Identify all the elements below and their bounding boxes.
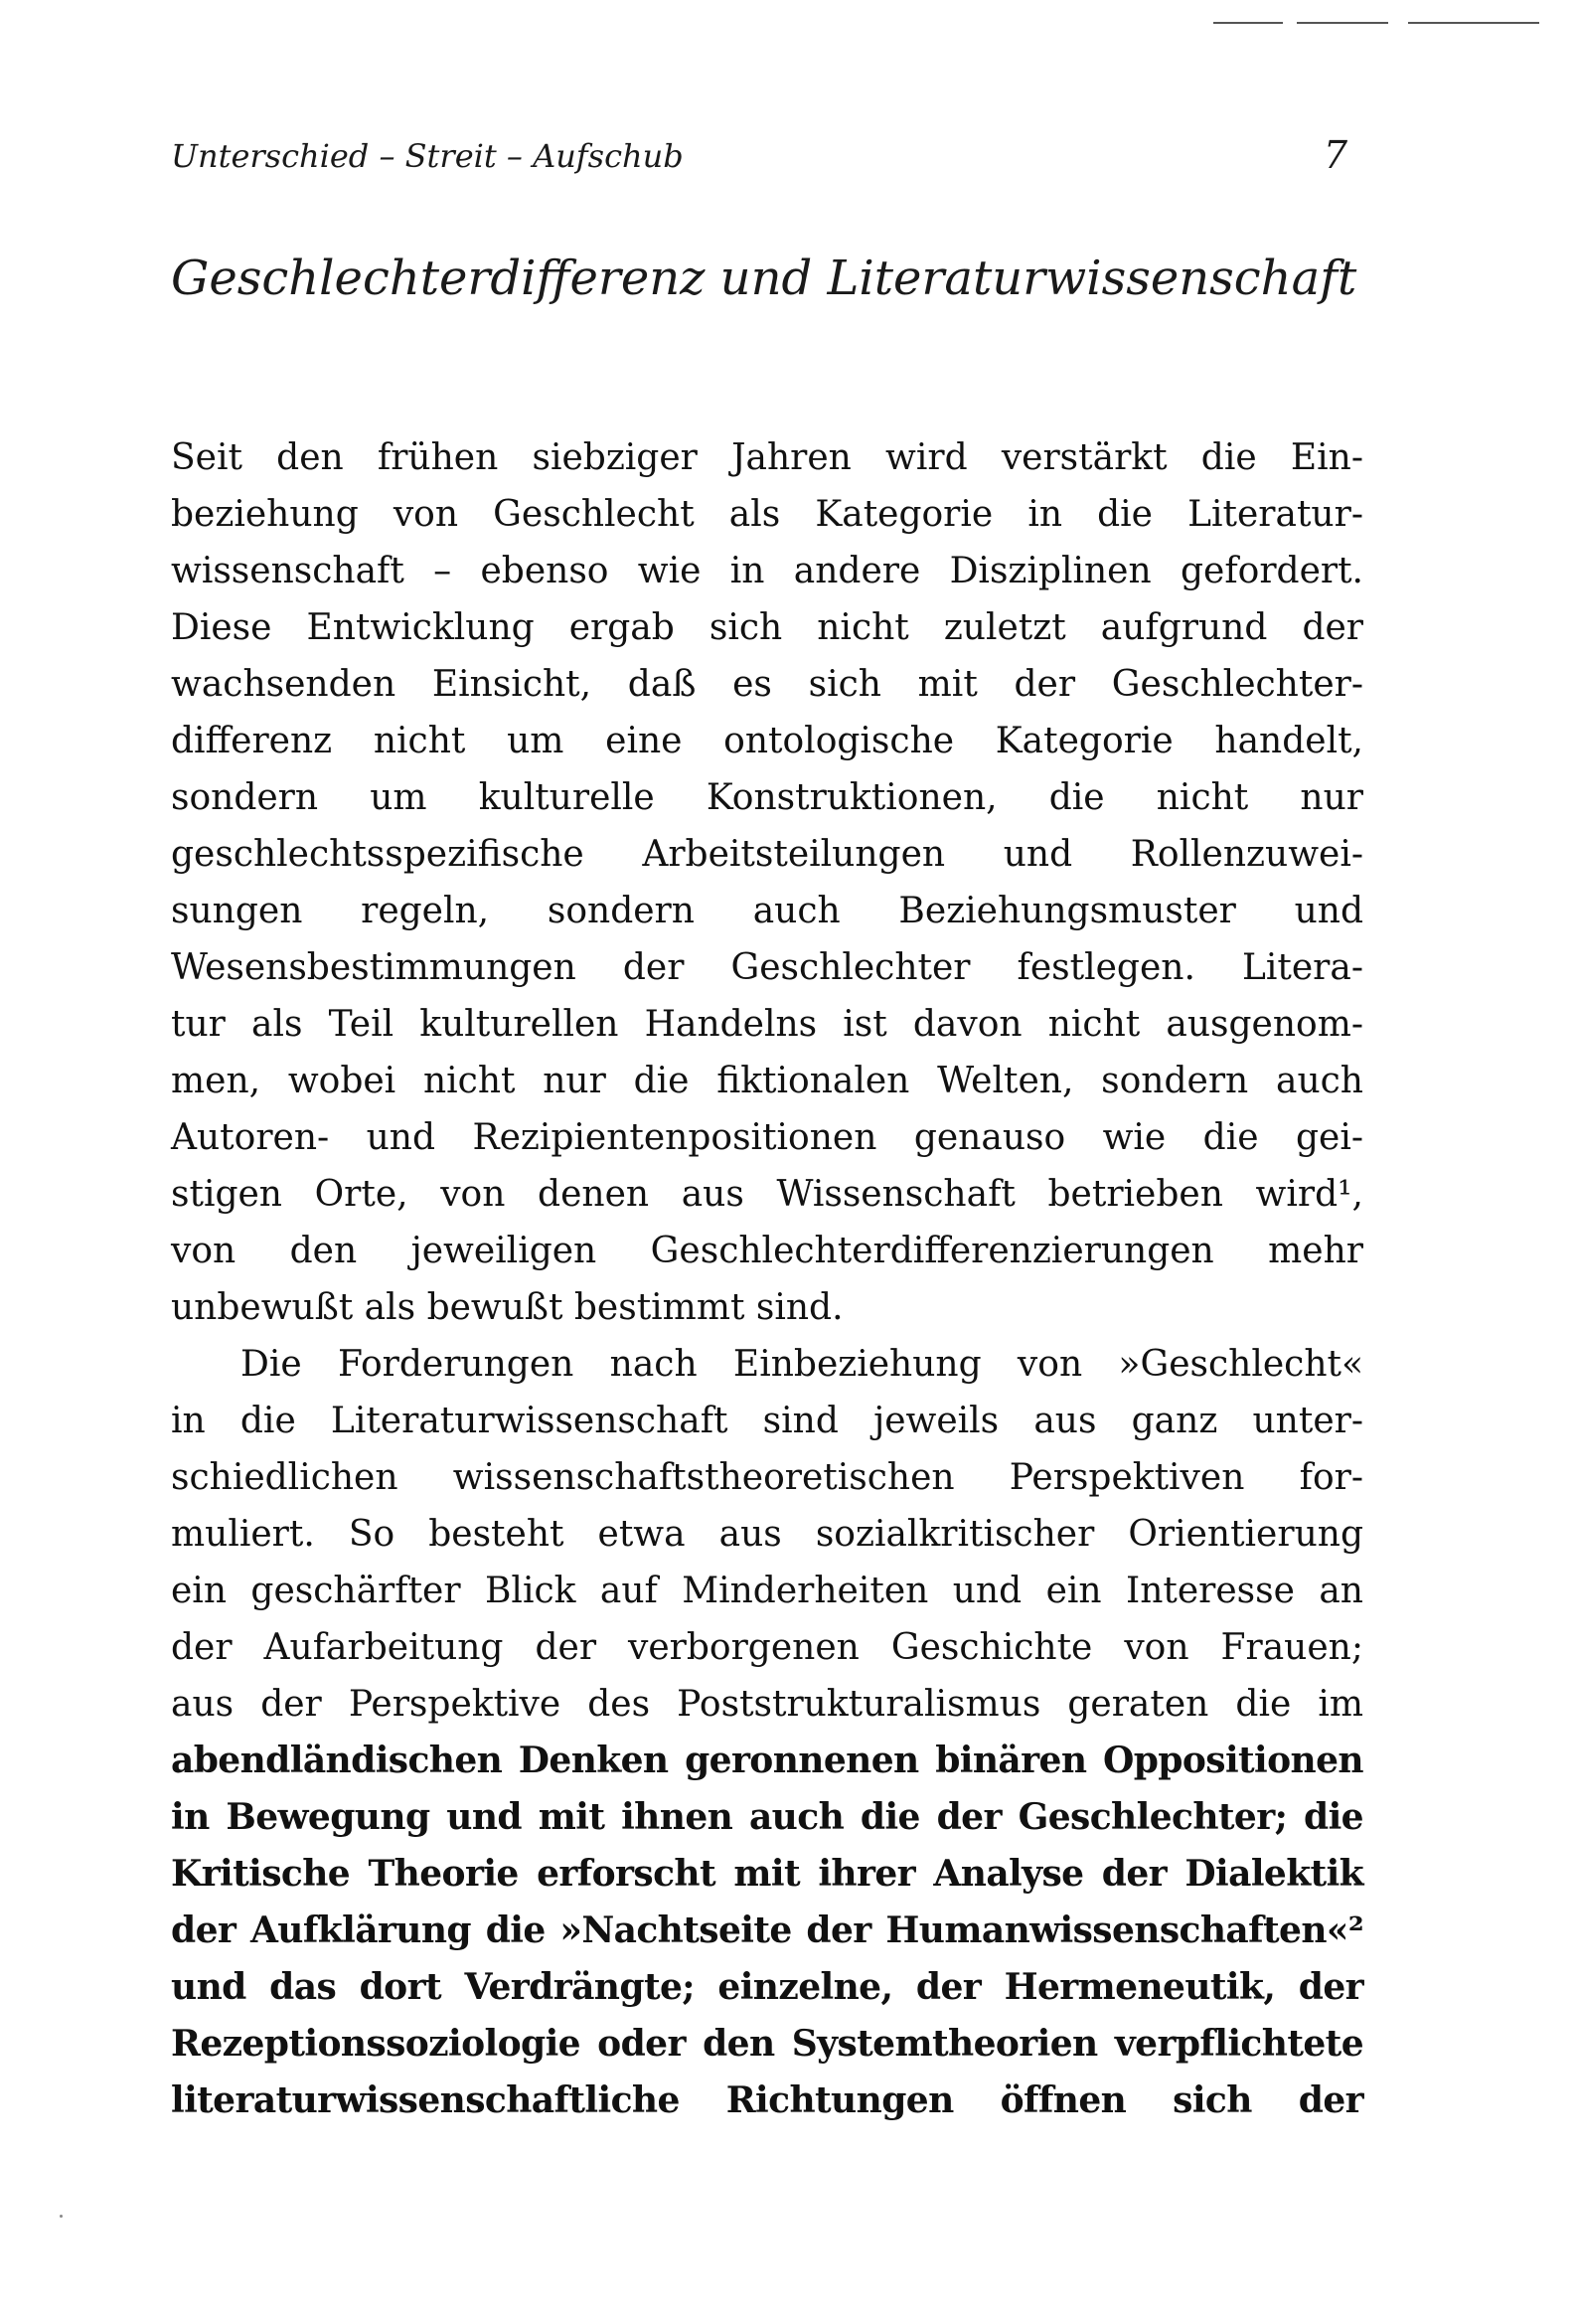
text-line: der Aufarbeitung der verborgenen Geschichte von Frauen; [171,1627,1363,1668]
text-line: tur als Teil kulturellen Handelns ist davon nicht ausgenom- [171,1004,1363,1045]
text-line: schiedlichen wissenschaftstheoretischen Perspektiven for- [171,1457,1363,1498]
text-line: Diese Entwicklung ergab sich nicht zuletzt aufgrund der [171,607,1363,648]
running-head [171,133,1373,187]
text-line: Seit den frühen siebziger Jahren wird verstärkt die Ein- [171,437,1363,478]
chapter-title: Geschlechterdifferenz und Literaturwissenschaft [171,250,1357,306]
text-line: und das dort Verdrängte; einzelne, der Hermeneutik, der [171,1966,1363,2008]
text-line: ein geschärfter Blick auf Minderheiten und ein Interesse an [171,1571,1363,1611]
text-line: literaturwissenschaftliche Richtungen öffnen sich der [171,2079,1363,2121]
text-line: wissenschaft – ebenso wie in andere Disziplinen gefordert. [171,551,1363,591]
scan-speck [60,2215,63,2218]
text-line: in Bewegung und mit ihnen auch die der Geschlechter; die [171,1796,1363,1838]
text-line: Autoren- und Rezipientenpositionen genauso wie die gei- [171,1117,1363,1158]
text-line: in die Literaturwissenschaft sind jeweils aus ganz unter- [171,1401,1363,1441]
text-line: men, wobei nicht nur die fiktionalen Welten, sondern auch [171,1061,1363,1101]
text-line: abendländischen Denken geronnenen binären Oppositionen [171,1740,1363,1781]
text-line: von den jeweiligen Geschlechterdifferenzierungen mehr [171,1231,1363,1271]
text-line: stigen Orte, von denen aus Wissenschaft betrieben wird¹, [171,1174,1363,1215]
text-line: Rezeptionssoziologie oder den Systemtheorien verpflichtete [171,2023,1363,2065]
text-line: differenz nicht um eine ontologische Kategorie handelt, [171,721,1363,761]
text-line-paragraph-end: unbewußt als bewußt bestimmt sind. [171,1287,844,1328]
text-line: der Aufklärung die »Nachtseite der Humanwissenschaften«² [171,1909,1363,1951]
text-line: beziehung von Geschlecht als Kategorie in die Literatur- [171,494,1363,535]
text-line: sondern um kulturelle Konstruktionen, die nicht nur [171,777,1363,818]
text-line-paragraph-start: Die Forderungen nach Einbeziehung von »Geschlecht« [240,1344,1363,1385]
text-line: geschlechtsspezifische Arbeitsteilungen und Rollenzuwei- [171,834,1363,875]
running-title: Unterschied – Streit – Aufschub [171,137,684,175]
scan-edge-marks [1213,22,1541,26]
text-line: Kritische Theorie erforscht mit ihrer Analyse der Dialektik [171,1853,1363,1895]
body-text [171,429,1363,2129]
text-line: Wesensbestimmungen der Geschlechter festlegen. Litera- [171,947,1363,988]
page-number: 7 [1323,133,1347,177]
text-line: aus der Perspektive des Poststrukturalismus geraten die im [171,1684,1363,1725]
text-line: muliert. So besteht etwa aus sozialkritischer Orientierung [171,1514,1363,1555]
text-line: sungen regeln, sondern auch Beziehungsmuster und [171,891,1363,931]
text-line: wachsenden Einsicht, daß es sich mit der Geschlechter- [171,664,1363,705]
